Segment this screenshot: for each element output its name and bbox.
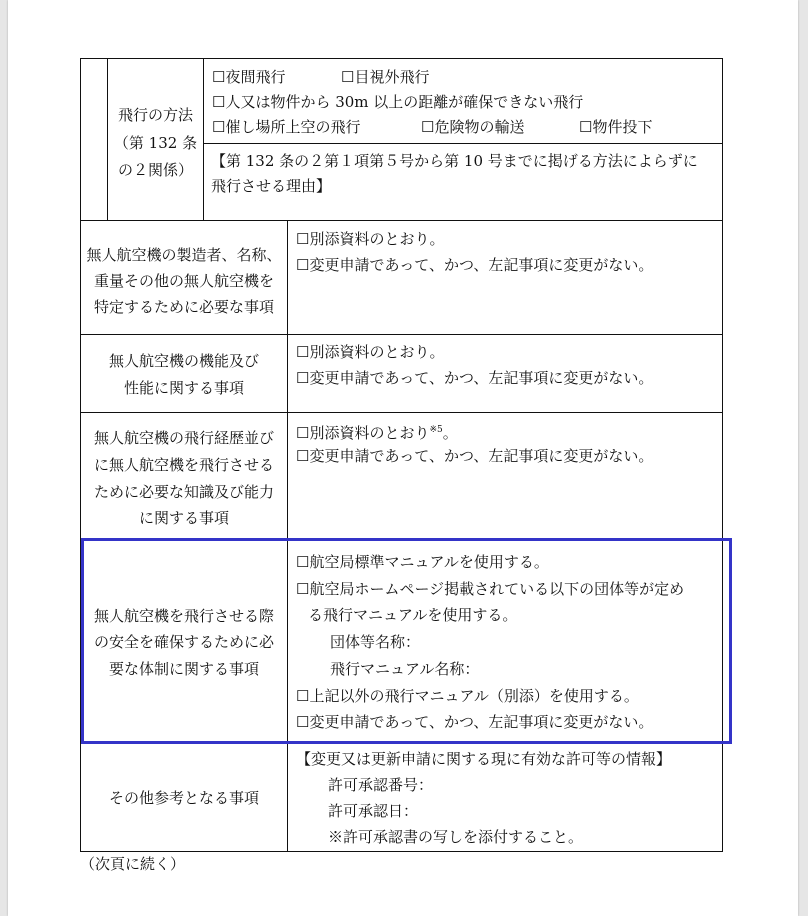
flight-method-label-line: の２関係） [117, 161, 193, 179]
row-label-line: ために必要な知識及び能力 [93, 483, 274, 501]
flight-method-label-line: 飛行の方法 [117, 106, 193, 124]
continued-note: （次頁に続く） [80, 855, 186, 873]
attachment-note: ※許可承認書の写しを添付すること。 [328, 828, 584, 846]
table-divider [80, 743, 723, 744]
checkbox-label-continued: る飛行マニュアルを使用する。 [308, 606, 518, 624]
checkbox-other-manual[interactable]: ☐上記以外の飛行マニュアル（別添）を使用する。 [296, 687, 639, 705]
checkbox-label: ☐別添資料のとおり [296, 424, 430, 442]
row-label-line: 要な体制に関する事項 [108, 660, 259, 678]
row-label-line: 性能に関する事項 [123, 379, 244, 397]
row-label-line: 重量その他の無人航空機を [93, 272, 274, 290]
checkbox-attached-docs[interactable] [296, 417, 458, 446]
table-border-top [80, 58, 723, 59]
flight-method-label-line: （第 132 条 [113, 134, 198, 152]
permit-date-field[interactable]: 許可承認日： [328, 802, 419, 820]
checkbox-organization-manual[interactable]: ☐航空局ホームページ掲載されている以下の団体等が定め [296, 580, 685, 598]
table-divider [80, 539, 723, 540]
table-border-right [722, 58, 723, 852]
organization-name-field[interactable]: 団体等名称： [330, 633, 421, 651]
checkbox-no-change[interactable]: ☐変更申請であって、かつ、左記事項に変更がない。 [296, 369, 654, 387]
table-divider [203, 143, 723, 144]
checkbox-hazardous-transport[interactable]: ☐危険物の輸送 [421, 118, 525, 136]
row-label-line: に無人航空機を飛行させる [93, 456, 274, 474]
checkbox-event-site[interactable]: ☐催し場所上空の飛行 [212, 118, 361, 136]
permit-info-heading: 【変更又は更新申請に関する現に有効な許可等の情報】 [296, 750, 672, 768]
checkbox-attached-docs[interactable]: ☐別添資料のとおり。 [296, 343, 445, 361]
checkbox-distance-30m[interactable]: ☐人又は物件から 30m 以上の距離が確保できない飛行 [212, 93, 584, 111]
row-label-line: その他参考となる事項 [108, 789, 259, 807]
checkbox-no-change[interactable]: ☐変更申請であって、かつ、左記事項に変更がない。 [296, 447, 654, 465]
checkbox-standard-manual[interactable]: ☐航空局標準マニュアルを使用する。 [296, 553, 549, 571]
checkbox-label-end: 。 [442, 424, 458, 442]
footnote-ref: ※5 [429, 425, 443, 435]
row-label-line: の安全を確保するために必 [93, 633, 274, 651]
manual-name-field[interactable]: 飛行マニュアル名称： [330, 660, 480, 678]
checkbox-attached-docs[interactable]: ☐別添資料のとおり。 [296, 230, 445, 248]
document-page [8, 0, 798, 916]
row-label-line: 無人航空機の製造者、名称、 [86, 246, 282, 264]
checkbox-no-change[interactable]: ☐変更申請であって、かつ、左記事項に変更がない。 [296, 713, 654, 731]
table-divider [80, 220, 723, 221]
row-label-line: 無人航空機の機能及び [108, 352, 259, 370]
row-label-line: に関する事項 [138, 509, 229, 527]
table-divider [203, 58, 204, 220]
row-label-line: 特定するために必要な事項 [93, 298, 274, 316]
reason-text-line: 【第 132 条の２第１項第５号から第 10 号までに掲げる方法によらずに [211, 152, 698, 170]
reason-text-line: 飛行させる理由】 [211, 177, 332, 195]
table-divider [80, 412, 723, 413]
checkbox-night-flight[interactable]: ☐夜間飛行 [212, 68, 286, 86]
checkbox-no-change[interactable]: ☐変更申請であって、かつ、左記事項に変更がない。 [296, 256, 654, 274]
permit-number-field[interactable]: 許可承認番号： [328, 776, 434, 794]
row-label-line: 無人航空機の飛行経歴並び [93, 429, 274, 447]
table-divider [80, 334, 723, 335]
row-label-line: 無人航空機を飛行させる際 [93, 607, 274, 625]
table-divider [287, 220, 288, 852]
checkbox-object-drop[interactable]: ☐物件投下 [579, 118, 653, 136]
checkbox-beyond-visual-line[interactable]: ☐目視外飛行 [341, 68, 430, 86]
